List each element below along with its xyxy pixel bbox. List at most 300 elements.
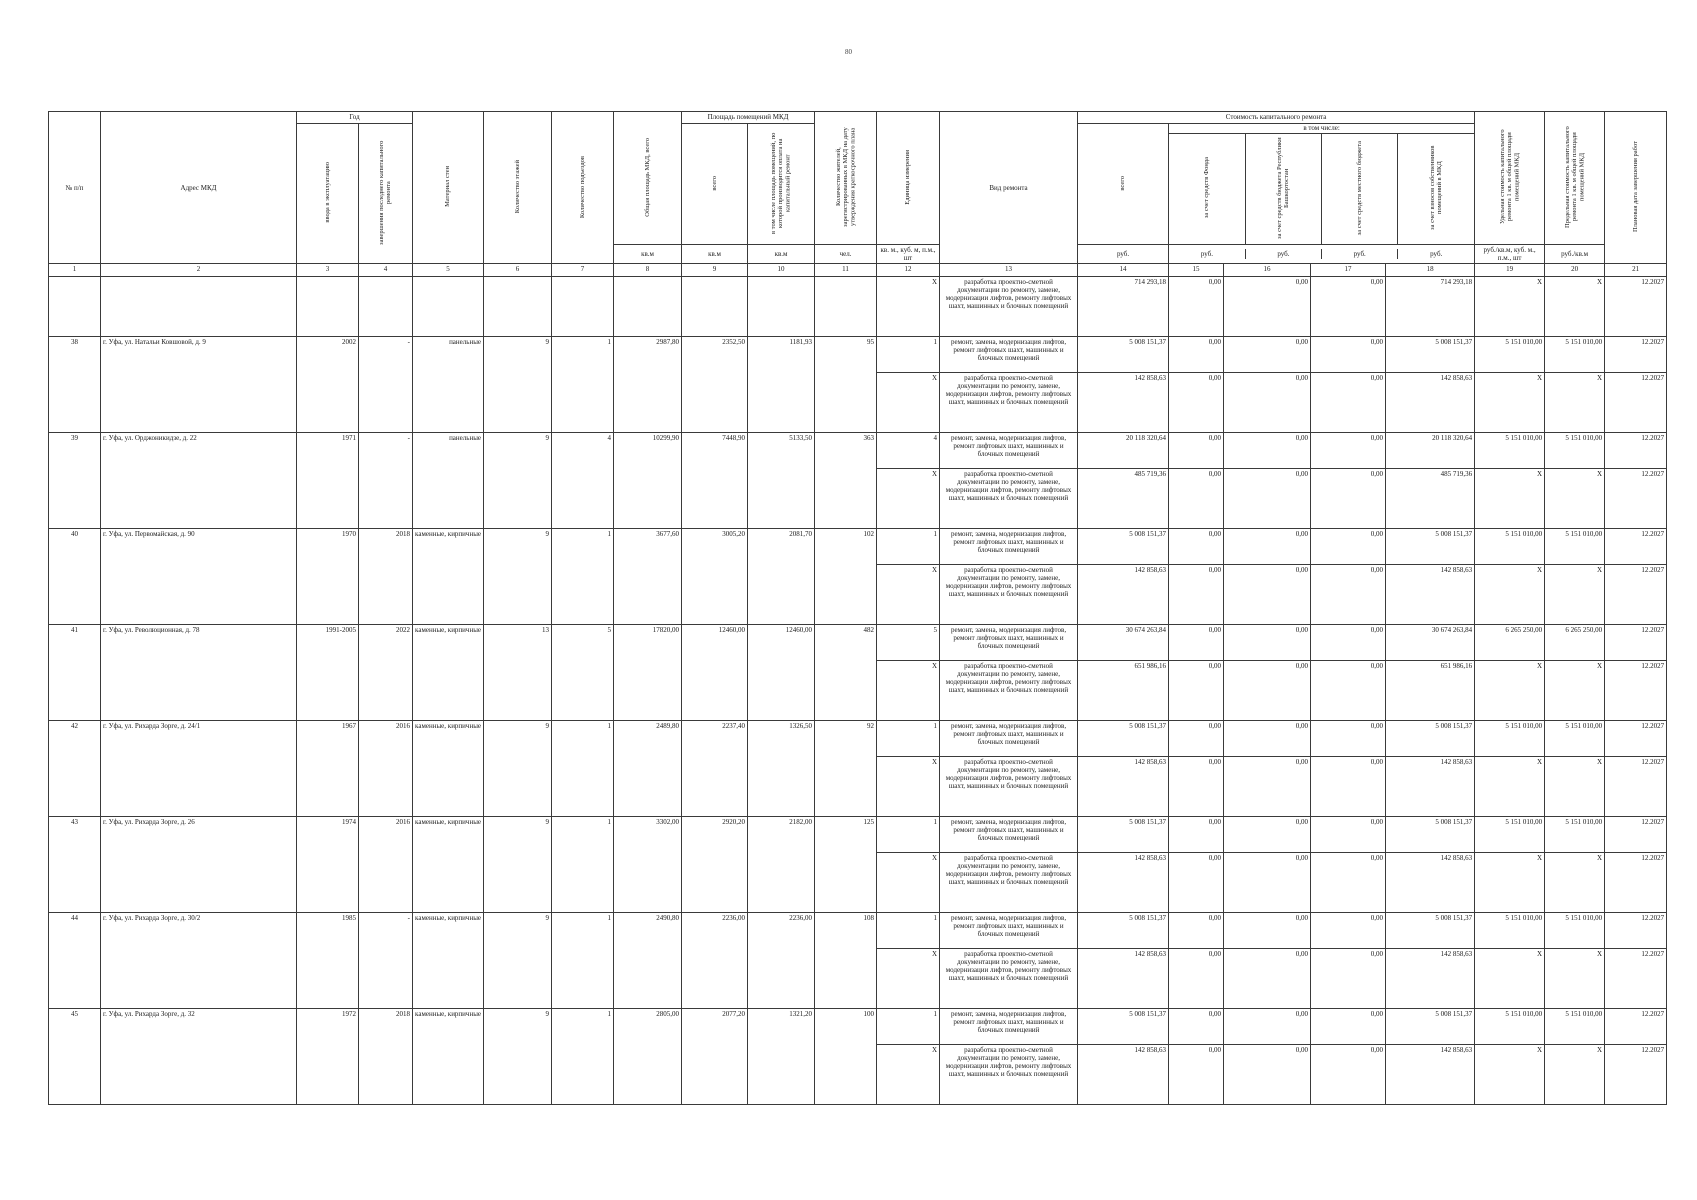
work-deadline: 12.2027 — [1605, 853, 1667, 913]
work-deadline: 12.2027 — [1605, 757, 1667, 817]
work-limit-cost: 5 151 010,00 — [1545, 337, 1605, 373]
row-premises-repair — [748, 277, 815, 337]
row-residents: 363 — [815, 433, 877, 529]
work-type: ремонт, замена, модернизация лифтов, ремонт лифтовых шахт, машинных и блочных помещений — [940, 529, 1078, 565]
work-cost-republic: 0,00 — [1224, 661, 1311, 721]
work-cost-fund: 0,00 — [1169, 817, 1224, 853]
row-entrances: 1 — [552, 913, 614, 1009]
work-deadline: 12.2027 — [1605, 1009, 1667, 1045]
row-total-area: 17820,00 — [614, 625, 682, 721]
row-year-commission: 1974 — [297, 817, 359, 913]
row-wall-material: каменные, кирпичные — [413, 721, 484, 817]
work-cost-local: 0,00 — [1311, 625, 1386, 661]
row-entrances: 1 — [552, 337, 614, 433]
row-floors: 9 — [484, 913, 552, 1009]
work-cost-fund: 0,00 — [1169, 1009, 1224, 1045]
work-cost-owners: 142 858,63 — [1386, 373, 1475, 433]
row-wall-material — [413, 277, 484, 337]
work-cost-owners: 5 008 151,37 — [1386, 913, 1475, 949]
work-specific-cost: X — [1475, 853, 1545, 913]
work-cost-republic: 0,00 — [1224, 337, 1311, 373]
header-cost-fund: за счет средств Фонда — [1169, 134, 1245, 244]
row-residents — [815, 277, 877, 337]
unit-cell: руб. — [1430, 250, 1443, 259]
row-floors: 9 — [484, 1009, 552, 1105]
row-number: 41 — [49, 625, 101, 721]
work-type: разработка проектно-сметной документации по ремонту, замене, модернизации лифтов, ремонту лифтовых шахт, машинных и блочных помещений — [940, 565, 1078, 625]
work-cost-owners: 142 858,63 — [1386, 757, 1475, 817]
row-year-commission: 1971 — [297, 433, 359, 529]
row-entrances — [552, 277, 614, 337]
column-number: 11 — [815, 264, 877, 277]
row-total-area: 3677,60 — [614, 529, 682, 625]
work-cost-local: 0,00 — [1311, 529, 1386, 565]
work-quantity: 1 — [877, 817, 940, 853]
table-body — [49, 264, 1667, 1105]
table-row — [49, 721, 1667, 757]
work-cost-republic: 0,00 — [1224, 1045, 1311, 1105]
row-address: г. Уфа, ул. Орджоникидзе, д. 22 — [101, 433, 297, 529]
column-number: 10 — [748, 264, 815, 277]
row-year-last-repair: 2022 — [359, 625, 413, 721]
work-cost-republic: 0,00 — [1224, 721, 1311, 757]
work-cost-owners: 5 008 151,37 — [1386, 337, 1475, 373]
work-deadline: 12.2027 — [1605, 661, 1667, 721]
work-type: разработка проектно-сметной документации по ремонту, замене, модернизации лифтов, ремонту лифтовых шахт, машинных и блочных помещений — [940, 277, 1078, 337]
unit-cell: кв.м — [614, 245, 682, 264]
work-cost-total: 5 008 151,37 — [1078, 337, 1169, 373]
work-type: разработка проектно-сметной документации по ремонту, замене, модернизации лифтов, ремонту лифтовых шахт, машинных и блочных помещений — [940, 853, 1078, 913]
row-address: г. Уфа, ул. Рихарда Зорге, д. 26 — [101, 817, 297, 913]
row-premises-repair: 12460,00 — [748, 625, 815, 721]
work-deadline: 12.2027 — [1605, 1045, 1667, 1105]
work-cost-fund: 0,00 — [1169, 721, 1224, 757]
work-cost-republic: 0,00 — [1224, 529, 1311, 565]
work-quantity: 5 — [877, 625, 940, 661]
header-repair-type: Вид ремонта — [940, 112, 1078, 264]
work-specific-cost: X — [1475, 949, 1545, 1009]
column-number: 18 — [1386, 264, 1475, 277]
work-cost-total: 142 858,63 — [1078, 853, 1169, 913]
work-cost-owners: 142 858,63 — [1386, 565, 1475, 625]
work-cost-total: 5 008 151,37 — [1078, 529, 1169, 565]
work-cost-total: 142 858,63 — [1078, 949, 1169, 1009]
row-number — [49, 277, 101, 337]
work-cost-fund: 0,00 — [1169, 757, 1224, 817]
work-cost-local: 0,00 — [1311, 277, 1386, 337]
row-premises-repair: 2081,70 — [748, 529, 815, 625]
row-number: 40 — [49, 529, 101, 625]
work-quantity: 1 — [877, 1009, 940, 1045]
work-cost-republic: 0,00 — [1224, 277, 1311, 337]
work-cost-republic: 0,00 — [1224, 757, 1311, 817]
work-specific-cost: X — [1475, 661, 1545, 721]
row-floors: 9 — [484, 721, 552, 817]
work-limit-cost: X — [1545, 661, 1605, 721]
row-address: г. Уфа, ул. Рихарда Зорге, д. 30/2 — [101, 913, 297, 1009]
work-cost-fund: 0,00 — [1169, 661, 1224, 721]
work-cost-total: 142 858,63 — [1078, 757, 1169, 817]
row-address: г. Уфа, ул. Первомайская, д. 90 — [101, 529, 297, 625]
work-cost-owners: 142 858,63 — [1386, 853, 1475, 913]
row-entrances: 5 — [552, 625, 614, 721]
unit-cell: руб. — [1245, 249, 1321, 259]
work-cost-total: 20 118 320,64 — [1078, 433, 1169, 469]
work-cost-fund: 0,00 — [1169, 529, 1224, 565]
work-quantity: X — [877, 277, 940, 337]
work-cost-owners: 485 719,36 — [1386, 469, 1475, 529]
column-number: 14 — [1078, 264, 1169, 277]
work-quantity: 4 — [877, 433, 940, 469]
row-year-commission: 1991-2005 — [297, 625, 359, 721]
work-cost-republic: 0,00 — [1224, 469, 1311, 529]
work-type: ремонт, замена, модернизация лифтов, ремонт лифтовых шахт, машинных и блочных помещений — [940, 433, 1078, 469]
work-deadline: 12.2027 — [1605, 529, 1667, 565]
header-specific-cost: Удельная стоимость капитального ремонта 1 кв. м общей площади помещений МКД — [1475, 112, 1545, 245]
unit-cell: руб./кв.м — [1545, 245, 1605, 264]
work-type: ремонт, замена, модернизация лифтов, ремонт лифтовых шахт, машинных и блочных помещений — [940, 913, 1078, 949]
work-cost-total: 5 008 151,37 — [1078, 817, 1169, 853]
work-cost-owners: 142 858,63 — [1386, 1045, 1475, 1105]
row-wall-material: каменные, кирпичные — [413, 1009, 484, 1105]
work-deadline: 12.2027 — [1605, 625, 1667, 661]
row-number: 38 — [49, 337, 101, 433]
work-quantity: 1 — [877, 529, 940, 565]
row-year-commission — [297, 277, 359, 337]
work-cost-owners: 651 986,16 — [1386, 661, 1475, 721]
column-number: 9 — [682, 264, 748, 277]
row-total-area: 2805,00 — [614, 1009, 682, 1105]
work-deadline: 12.2027 — [1605, 373, 1667, 433]
work-cost-total: 5 008 151,37 — [1078, 1009, 1169, 1045]
header-cost-republic: за счет средств бюджета Республики Башкортостан — [1245, 134, 1321, 244]
row-address: г. Уфа, ул. Натальи Ковшовой, д. 9 — [101, 337, 297, 433]
row-floors — [484, 277, 552, 337]
row-premises-total: 12460,00 — [682, 625, 748, 721]
work-deadline: 12.2027 — [1605, 469, 1667, 529]
page-number: 80 — [845, 48, 852, 56]
work-deadline: 12.2027 — [1605, 721, 1667, 757]
row-premises-total — [682, 277, 748, 337]
column-number: 6 — [484, 264, 552, 277]
header-cost-owners: за счет взносов собственников помещений в МКД — [1429, 145, 1444, 231]
unit-cell: руб. — [1078, 245, 1169, 264]
column-number: 15 — [1169, 264, 1224, 277]
row-year-last-repair: - — [359, 913, 413, 1009]
row-year-last-repair: - — [359, 433, 413, 529]
work-cost-fund: 0,00 — [1169, 277, 1224, 337]
work-type: разработка проектно-сметной документации по ремонту, замене, модернизации лифтов, ремонту лифтовых шахт, машинных и блочных помещений — [940, 469, 1078, 529]
row-year-commission: 1967 — [297, 721, 359, 817]
unit-cell: кв.м — [748, 245, 815, 264]
row-year-commission: 1985 — [297, 913, 359, 1009]
work-cost-local: 0,00 — [1311, 853, 1386, 913]
unit-cell: руб. — [1169, 249, 1245, 259]
work-cost-total: 651 986,16 — [1078, 661, 1169, 721]
header-premises-group: Площадь помещений МКД — [682, 112, 815, 124]
header-floors: Количество этажей — [484, 112, 552, 264]
work-limit-cost: 5 151 010,00 — [1545, 721, 1605, 757]
work-deadline: 12.2027 — [1605, 565, 1667, 625]
row-premises-total: 7448,90 — [682, 433, 748, 529]
row-wall-material: панельные — [413, 433, 484, 529]
work-quantity: X — [877, 1045, 940, 1105]
work-quantity: 1 — [877, 337, 940, 373]
row-residents: 482 — [815, 625, 877, 721]
row-floors: 9 — [484, 817, 552, 913]
row-floors: 9 — [484, 433, 552, 529]
table-row — [49, 337, 1667, 373]
row-year-commission: 1972 — [297, 1009, 359, 1105]
work-quantity: X — [877, 949, 940, 1009]
header-cost-sub — [1169, 134, 1474, 244]
header-unit: Единица измерения — [877, 112, 940, 245]
work-specific-cost: X — [1475, 565, 1545, 625]
row-residents: 102 — [815, 529, 877, 625]
header-premises-repair: в том числе площадь помещений, по которой производится оплата на капитальный ремонт — [748, 124, 815, 245]
row-wall-material: каменные, кирпичные — [413, 529, 484, 625]
table-header — [49, 112, 1667, 264]
row-wall-material: каменные, кирпичные — [413, 817, 484, 913]
column-number: 17 — [1311, 264, 1386, 277]
row-residents: 95 — [815, 337, 877, 433]
row-premises-total: 2237,40 — [682, 721, 748, 817]
work-cost-republic: 0,00 — [1224, 433, 1311, 469]
work-specific-cost: 5 151 010,00 — [1475, 817, 1545, 853]
table-row — [49, 529, 1667, 565]
row-year-last-repair — [359, 277, 413, 337]
work-limit-cost: 5 151 010,00 — [1545, 913, 1605, 949]
row-premises-repair: 1321,20 — [748, 1009, 815, 1105]
work-cost-local: 0,00 — [1311, 661, 1386, 721]
work-cost-local: 0,00 — [1311, 469, 1386, 529]
row-floors: 13 — [484, 625, 552, 721]
work-cost-fund: 0,00 — [1169, 913, 1224, 949]
row-total-area: 3302,00 — [614, 817, 682, 913]
row-total-area: 2490,80 — [614, 913, 682, 1009]
work-specific-cost: 5 151 010,00 — [1475, 721, 1545, 757]
work-cost-local: 0,00 — [1311, 433, 1386, 469]
work-type: разработка проектно-сметной документации по ремонту, замене, модернизации лифтов, ремонту лифтовых шахт, машинных и блочных помещений — [940, 1045, 1078, 1105]
work-cost-total: 485 719,36 — [1078, 469, 1169, 529]
row-total-area: 10299,90 — [614, 433, 682, 529]
column-number: 20 — [1545, 264, 1605, 277]
work-type: разработка проектно-сметной документации по ремонту, замене, модернизации лифтов, ремонту лифтовых шахт, машинных и блочных помещений — [940, 373, 1078, 433]
column-number: 7 — [552, 264, 614, 277]
work-type: разработка проектно-сметной документации по ремонту, замене, модернизации лифтов, ремонту лифтовых шахт, машинных и блочных помещений — [940, 949, 1078, 1009]
column-number: 1 — [49, 264, 101, 277]
column-number: 12 — [877, 264, 940, 277]
work-cost-owners: 20 118 320,64 — [1386, 433, 1475, 469]
header-entrances: Количество подъездов — [552, 112, 614, 264]
work-type: разработка проектно-сметной документации по ремонту, замене, модернизации лифтов, ремонту лифтовых шахт, машинных и блочных помещений — [940, 757, 1078, 817]
work-cost-fund: 0,00 — [1169, 469, 1224, 529]
table-row — [49, 913, 1667, 949]
work-specific-cost: 5 151 010,00 — [1475, 529, 1545, 565]
table-row — [49, 817, 1667, 853]
row-floors: 9 — [484, 337, 552, 433]
row-residents: 100 — [815, 1009, 877, 1105]
row-premises-total: 2077,20 — [682, 1009, 748, 1105]
row-number: 43 — [49, 817, 101, 913]
work-limit-cost: 5 151 010,00 — [1545, 817, 1605, 853]
table-row — [49, 625, 1667, 661]
unit-cell: руб. — [1322, 249, 1398, 259]
work-cost-republic: 0,00 — [1224, 853, 1311, 913]
work-quantity: X — [877, 661, 940, 721]
work-cost-republic: 0,00 — [1224, 1009, 1311, 1045]
table-row — [49, 1009, 1667, 1045]
header-year-commission: ввода в эксплуатацию — [297, 124, 359, 264]
work-cost-owners: 142 858,63 — [1386, 949, 1475, 1009]
header-cost-local: за счет средств местного бюджета — [1322, 134, 1398, 244]
work-limit-cost: X — [1545, 373, 1605, 433]
work-cost-total: 714 293,18 — [1078, 277, 1169, 337]
work-cost-local: 0,00 — [1311, 949, 1386, 1009]
work-quantity: X — [877, 565, 940, 625]
work-cost-total: 142 858,63 — [1078, 565, 1169, 625]
work-deadline: 12.2027 — [1605, 277, 1667, 337]
work-cost-local: 0,00 — [1311, 1009, 1386, 1045]
row-residents: 92 — [815, 721, 877, 817]
work-limit-cost: X — [1545, 1045, 1605, 1105]
work-cost-owners: 5 008 151,37 — [1386, 529, 1475, 565]
row-wall-material: каменные, кирпичные — [413, 913, 484, 1009]
work-cost-republic: 0,00 — [1224, 625, 1311, 661]
row-number: 42 — [49, 721, 101, 817]
work-cost-fund: 0,00 — [1169, 1045, 1224, 1105]
row-address: г. Уфа, ул. Революционная, д. 78 — [101, 625, 297, 721]
unit-cost-sub — [1169, 245, 1475, 264]
work-type: ремонт, замена, модернизация лифтов, ремонт лифтовых шахт, машинных и блочных помещений — [940, 817, 1078, 853]
row-premises-repair: 1181,93 — [748, 337, 815, 433]
row-year-last-repair: 2018 — [359, 1009, 413, 1105]
work-cost-local: 0,00 — [1311, 1045, 1386, 1105]
column-number: 13 — [940, 264, 1078, 277]
work-cost-republic: 0,00 — [1224, 373, 1311, 433]
row-year-commission: 2002 — [297, 337, 359, 433]
work-limit-cost: X — [1545, 469, 1605, 529]
work-cost-total: 142 858,63 — [1078, 1045, 1169, 1105]
row-premises-total: 2236,00 — [682, 913, 748, 1009]
row-total-area: 2987,80 — [614, 337, 682, 433]
work-cost-owners: 5 008 151,37 — [1386, 721, 1475, 757]
work-limit-cost: 6 265 250,00 — [1545, 625, 1605, 661]
work-quantity: 1 — [877, 721, 940, 757]
work-limit-cost: X — [1545, 853, 1605, 913]
work-deadline: 12.2027 — [1605, 817, 1667, 853]
column-number: 2 — [101, 264, 297, 277]
work-cost-fund: 0,00 — [1169, 949, 1224, 1009]
row-number: 44 — [49, 913, 101, 1009]
work-limit-cost: X — [1545, 565, 1605, 625]
work-cost-owners: 30 674 263,84 — [1386, 625, 1475, 661]
row-address — [101, 277, 297, 337]
work-cost-total: 5 008 151,37 — [1078, 913, 1169, 949]
row-residents: 108 — [815, 913, 877, 1009]
column-number: 21 — [1605, 264, 1667, 277]
work-specific-cost: X — [1475, 373, 1545, 433]
work-cost-fund: 0,00 — [1169, 433, 1224, 469]
row-year-last-repair: 2016 — [359, 721, 413, 817]
work-cost-republic: 0,00 — [1224, 949, 1311, 1009]
work-type: разработка проектно-сметной документации по ремонту, замене, модернизации лифтов, ремонту лифтовых шахт, машинных и блочных помещений — [940, 661, 1078, 721]
work-cost-total: 30 674 263,84 — [1078, 625, 1169, 661]
work-specific-cost: 5 151 010,00 — [1475, 913, 1545, 949]
work-limit-cost: 5 151 010,00 — [1545, 1009, 1605, 1045]
work-quantity: X — [877, 373, 940, 433]
row-premises-repair: 5133,50 — [748, 433, 815, 529]
work-cost-local: 0,00 — [1311, 373, 1386, 433]
work-specific-cost: X — [1475, 469, 1545, 529]
header-limit-cost: Предельная стоимость капитального ремонта 1 кв. м общей площади помещений МКД — [1545, 112, 1605, 245]
column-number: 8 — [614, 264, 682, 277]
row-entrances: 4 — [552, 433, 614, 529]
work-deadline: 12.2027 — [1605, 949, 1667, 1009]
row-address: г. Уфа, ул. Рихарда Зорге, д. 32 — [101, 1009, 297, 1105]
header-address: Адрес МКД — [101, 112, 297, 264]
work-specific-cost: 5 151 010,00 — [1475, 1009, 1545, 1045]
unit-cell: кв. м., куб. м, п.м., шт — [877, 245, 940, 264]
work-deadline: 12.2027 — [1605, 913, 1667, 949]
work-cost-local: 0,00 — [1311, 565, 1386, 625]
row-entrances: 1 — [552, 721, 614, 817]
work-specific-cost: X — [1475, 757, 1545, 817]
column-number: 3 — [297, 264, 359, 277]
unit-cell: кв.м — [682, 245, 748, 264]
work-cost-republic: 0,00 — [1224, 817, 1311, 853]
work-cost-republic: 0,00 — [1224, 913, 1311, 949]
work-limit-cost: 5 151 010,00 — [1545, 529, 1605, 565]
row-year-last-repair: 2018 — [359, 529, 413, 625]
work-type: ремонт, замена, модернизация лифтов, ремонт лифтовых шахт, машинных и блочных помещений — [940, 625, 1078, 661]
work-type: ремонт, замена, модернизация лифтов, ремонт лифтовых шахт, машинных и блочных помещений — [940, 1009, 1078, 1045]
header-no: № п/п — [49, 112, 101, 264]
header-cost-group: Стоимость капитального ремонта — [1078, 112, 1475, 124]
header-deadline: Плановая дата завершения работ — [1605, 112, 1667, 264]
header-cost-total: всего — [1078, 124, 1169, 245]
work-cost-total: 5 008 151,37 — [1078, 721, 1169, 757]
work-specific-cost: 5 151 010,00 — [1475, 337, 1545, 373]
work-deadline: 12.2027 — [1605, 337, 1667, 373]
work-cost-republic: 0,00 — [1224, 565, 1311, 625]
work-cost-owners: 5 008 151,37 — [1386, 1009, 1475, 1045]
column-numbers-row — [49, 264, 1667, 277]
work-cost-total: 142 858,63 — [1078, 373, 1169, 433]
header-premises-total: всего — [682, 124, 748, 245]
repair-plan-table — [48, 111, 1667, 1105]
work-cost-fund: 0,00 — [1169, 625, 1224, 661]
work-limit-cost: 5 151 010,00 — [1545, 433, 1605, 469]
row-total-area: 2489,80 — [614, 721, 682, 817]
header-cost-breakdown — [1169, 124, 1475, 245]
work-quantity: X — [877, 853, 940, 913]
row-premises-total: 2352,50 — [682, 337, 748, 433]
work-cost-owners: 714 293,18 — [1386, 277, 1475, 337]
header-year-group: Год — [297, 112, 413, 124]
row-premises-total: 2920,20 — [682, 817, 748, 913]
row-number: 39 — [49, 433, 101, 529]
header-residents: Количество жителей, зарегистрированных в МКД на дату утверждения краткосрочного плана — [815, 112, 877, 245]
column-number: 5 — [413, 264, 484, 277]
row-floors: 9 — [484, 529, 552, 625]
work-cost-owners: 5 008 151,37 — [1386, 817, 1475, 853]
unit-cell: руб./кв.м, куб. м., п.м., шт — [1475, 245, 1545, 264]
work-limit-cost: X — [1545, 277, 1605, 337]
work-deadline: 12.2027 — [1605, 433, 1667, 469]
work-limit-cost: X — [1545, 757, 1605, 817]
work-cost-fund: 0,00 — [1169, 337, 1224, 373]
